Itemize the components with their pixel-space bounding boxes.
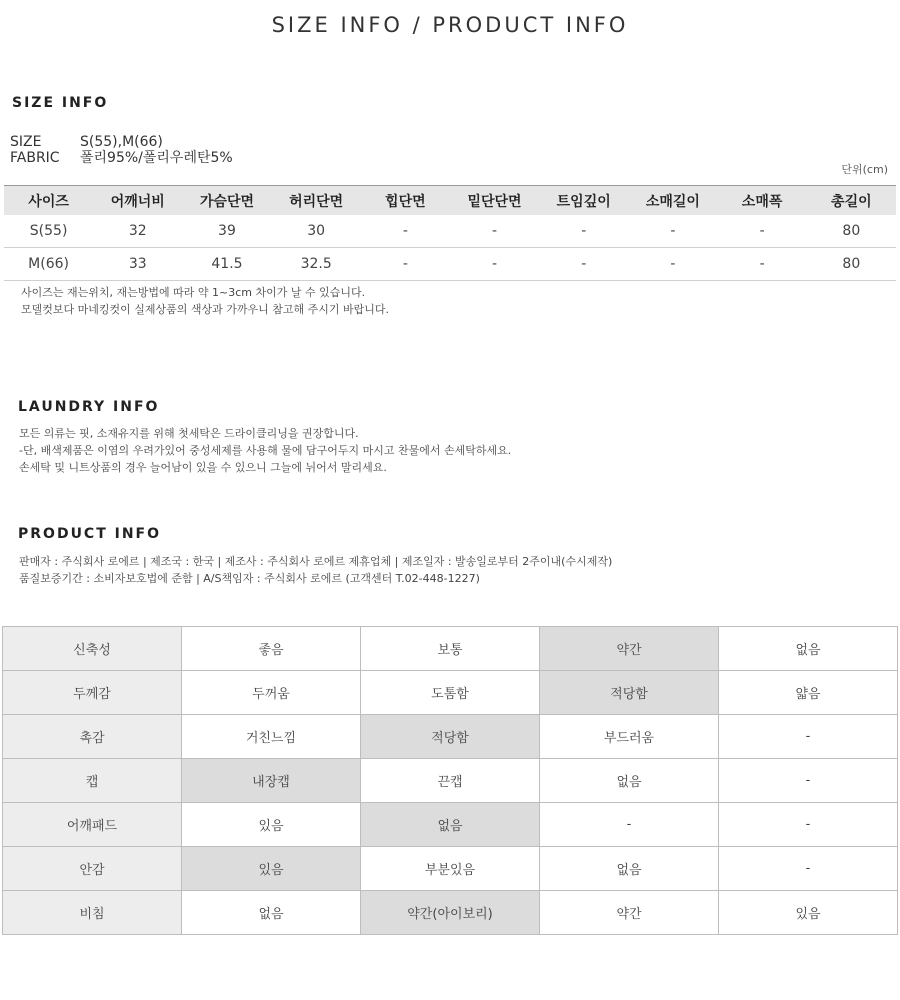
size-notes [21, 284, 389, 318]
table-cell: 80 [807, 248, 896, 281]
column-header: 어깨너비 [93, 186, 182, 216]
table-cell: - [718, 215, 807, 248]
attribute-option: 없음 [719, 627, 898, 671]
laundry-notes [19, 425, 511, 476]
laundry-info-heading: LAUNDRY INFO [18, 399, 160, 415]
attribute-row [3, 759, 898, 803]
attribute-label: 캡 [3, 759, 182, 803]
attribute-option-selected: 약간 [540, 627, 719, 671]
column-header: 가슴단면 [182, 186, 271, 216]
column-header: 힙단면 [361, 186, 450, 216]
column-header: 트임깊이 [539, 186, 628, 216]
column-header: 밑단단면 [450, 186, 539, 216]
attribute-label: 안감 [3, 847, 182, 891]
table-cell: 32.5 [272, 248, 361, 281]
attribute-option: 얇음 [719, 671, 898, 715]
attribute-option: 끈캡 [361, 759, 540, 803]
attribute-option: - [719, 847, 898, 891]
attribute-row [3, 891, 898, 935]
attribute-option-selected: 약간(아이보리) [361, 891, 540, 935]
table-cell: - [450, 248, 539, 281]
attribute-label: 신축성 [3, 627, 182, 671]
attribute-option: 좋음 [182, 627, 361, 671]
laundry-line: -단, 배색제품은 이염의 우려가있어 중성세제를 사용해 물에 담구어두지 마시고 찬물에서 손세탁하세요. [19, 444, 512, 457]
attribute-label: 두께감 [3, 671, 182, 715]
size-note-line: 사이즈는 재는위치, 재는방법에 따라 약 1~3cm 차이가 날 수 있습니다. [21, 286, 366, 299]
table-cell: - [539, 215, 628, 248]
fabric-value: 폴리95%/폴리우레탄5% [80, 150, 233, 166]
attribute-option: 부분있음 [361, 847, 540, 891]
column-header: 허리단면 [272, 186, 361, 216]
table-cell: - [361, 215, 450, 248]
table-row [4, 215, 896, 248]
fabric-spec [10, 150, 233, 166]
table-cell: 33 [93, 248, 182, 281]
attribute-option-selected: 있음 [182, 847, 361, 891]
laundry-line: 손세탁 및 니트상품의 경우 늘어남이 있을 수 있으니 그늘에 뉘어서 말리세요. [19, 461, 387, 474]
unit-label: 단위(cm) [841, 163, 888, 176]
attribute-option: 거친느낌 [182, 715, 361, 759]
attribute-option-selected: 적당함 [540, 671, 719, 715]
fabric-label: FABRIC [10, 150, 60, 166]
fabric-attribute-table [2, 626, 898, 935]
attribute-label: 어깨패드 [3, 803, 182, 847]
column-header: 사이즈 [4, 186, 93, 216]
table-cell: 30 [272, 215, 361, 248]
attribute-option: 두꺼움 [182, 671, 361, 715]
table-cell: - [450, 215, 539, 248]
size-spec [10, 134, 163, 150]
table-cell: - [361, 248, 450, 281]
product-line: 판매자 : 주식회사 로에르 | 제조국 : 한국 | 제조사 : 주식회사 로에르 제휴업체 | 제조일자 : 발송일로부터 2주이내(수시제작) [19, 555, 613, 568]
attribute-option: 도톰함 [361, 671, 540, 715]
product-line: 품질보증기간 : 소비자보호법에 준함 | A/S책임자 : 주식회사 로에르 (고객센터 T.02-448-1227) [19, 572, 480, 585]
page-title: SIZE INFO / PRODUCT INFO [271, 13, 629, 37]
attribute-row [3, 671, 898, 715]
size-table-header [4, 186, 896, 216]
attribute-option: 보통 [361, 627, 540, 671]
attribute-option: 없음 [182, 891, 361, 935]
table-cell: - [718, 248, 807, 281]
attribute-row [3, 627, 898, 671]
attribute-option: 없음 [540, 759, 719, 803]
attribute-option: 없음 [540, 847, 719, 891]
table-cell: 32 [93, 215, 182, 248]
attribute-option: 있음 [182, 803, 361, 847]
column-header: 소매길이 [628, 186, 717, 216]
attribute-label: 촉감 [3, 715, 182, 759]
attribute-option-selected: 없음 [361, 803, 540, 847]
table-cell: - [628, 248, 717, 281]
attribute-row [3, 847, 898, 891]
size-info-heading: SIZE INFO [12, 95, 109, 111]
table-cell: 80 [807, 215, 896, 248]
attribute-option: 약간 [540, 891, 719, 935]
laundry-line: 모든 의류는 핏, 소재유지를 위해 첫세탁은 드라이클리닝을 권장합니다. [19, 427, 359, 440]
attribute-row [3, 715, 898, 759]
attribute-option: 부드러움 [540, 715, 719, 759]
table-cell: - [539, 248, 628, 281]
attribute-option-selected: 적당함 [361, 715, 540, 759]
product-info-heading: PRODUCT INFO [18, 526, 162, 542]
table-cell: 39 [182, 215, 271, 248]
attribute-option: - [719, 803, 898, 847]
column-header: 총길이 [807, 186, 896, 216]
product-notes [19, 553, 612, 587]
attribute-label: 비침 [3, 891, 182, 935]
table-cell: S(55) [4, 215, 93, 248]
table-row [4, 248, 896, 281]
size-value: S(55),M(66) [80, 134, 163, 150]
table-cell: - [628, 215, 717, 248]
size-table [4, 185, 896, 281]
table-cell: M(66) [4, 248, 93, 281]
column-header: 소매폭 [718, 186, 807, 216]
table-cell: 41.5 [182, 248, 271, 281]
attribute-option: - [719, 759, 898, 803]
attribute-option: - [719, 715, 898, 759]
attribute-option: 있음 [719, 891, 898, 935]
attribute-option-selected: 내장캡 [182, 759, 361, 803]
attribute-option: - [540, 803, 719, 847]
attribute-row [3, 803, 898, 847]
size-label: SIZE [10, 134, 42, 150]
size-note-line: 모델컷보다 마네킹컷이 실제상품의 색상과 가까우니 참고해 주시기 바랍니다. [21, 303, 390, 316]
